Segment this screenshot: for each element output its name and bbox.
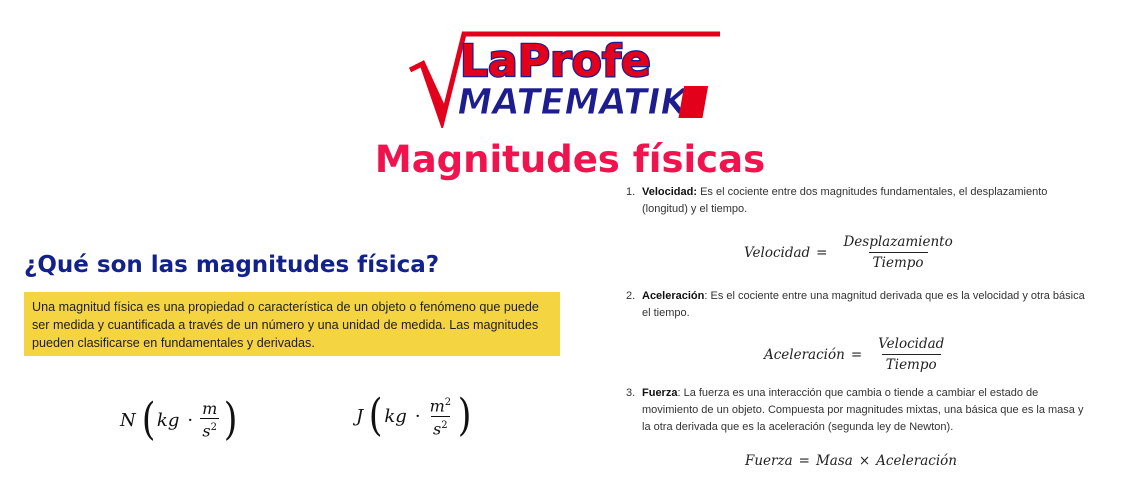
list-item: 3. Fuerza: La fuerza es una interacción que cambia o tiende a cambiar el estado de movimiento de un objeto. Compuesta por magnitudes mixtas, una básica que es la masa y la otra derivada que es la aceleración (segunda ley de Newton).: [626, 387, 1084, 433]
section-heading: ¿Qué son las magnitudes física?: [24, 252, 440, 278]
joule-unit-formula: J ( kg · $\frac{m^2}{s^2}$ ): [356, 390, 472, 441]
force-equation: Fuerza = Masa × Aceleración: [745, 453, 957, 469]
acceleration-equation: Aceleración = Velocidad Tiempo: [764, 336, 945, 373]
unit-symbol: J: [356, 405, 364, 427]
logo-text-top: LaProfe: [460, 36, 651, 87]
list-item: 1. Velocidad: Es el cociente entre dos magnitudes fundamentales, el desplazamiento (longitud) y el tiempo.: [626, 186, 1048, 215]
definition-box: Una magnitud física es una propiedad o característica de un objeto o fenómeno que puede ser medida y cuantificada a través de un número y una unidad de medida. Las magnitudes pueden clasificarse en fundamentales y derivadas.: [24, 292, 560, 356]
newton-unit-formula: N ( kg · $\frac{m}{s^2}$ ): [120, 394, 238, 445]
list-item: 2. Aceleración: Es el cociente entre una magnitud derivada que es la velocidad y otra básica el tiempo.: [626, 290, 1085, 319]
unit-symbol: N: [120, 409, 136, 431]
site-logo[interactable]: [408, 30, 728, 128]
velocity-equation: Velocidad = Desplazamiento Tiempo: [744, 234, 953, 271]
logo-text-bottom: MATEMATIK: [453, 80, 698, 123]
page-title: Magnitudes físicas: [374, 138, 766, 181]
